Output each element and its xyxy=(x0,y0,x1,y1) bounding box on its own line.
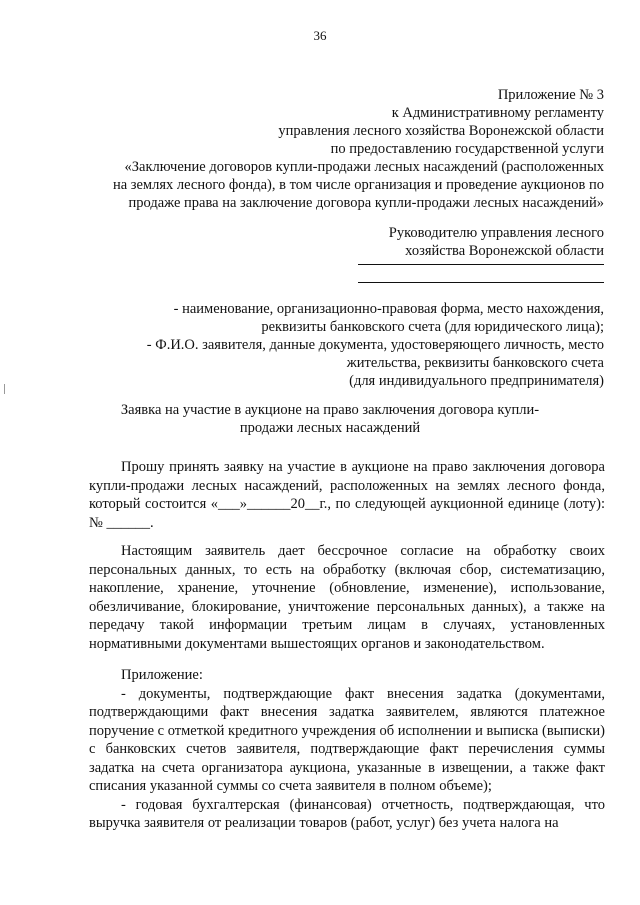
appendix-line: «Заключение договоров купли-продажи лесных насаждений (расположенных xyxy=(124,159,604,175)
margin-mark xyxy=(4,384,5,394)
attachments-section xyxy=(89,666,605,833)
note-line: (для индивидуального предпринимателя) xyxy=(349,373,604,389)
note-line: реквизиты банковского счета (для юридического лица); xyxy=(261,319,604,335)
addressee-block xyxy=(304,224,604,260)
attachment-item: - документы, подтверждающие факт внесения задатка (документами, подтверждающими факт внесения задатка заявителем, являются платежное поручение с отметкой кредитного учреждения об исполнении и выписка (выписки) с банковских счетов заявителя, подтверждающие факт перечисления суммы задатка на счета организатора аукциона, указанные в извещении, а также факт списания указанной суммы со счета заявителя в полном объеме); xyxy=(89,685,605,794)
note-line: жительства, реквизиты банковского счета xyxy=(346,355,604,371)
note-line: - Ф.И.О. заявителя, данные документа, удостоверяющего личность, место xyxy=(146,337,604,353)
document-title xyxy=(90,401,570,437)
appendix-line: к Административному регламенту xyxy=(391,105,604,121)
consent-paragraph-block xyxy=(89,542,605,653)
request-paragraph: Прошу принять заявку на участие в аукционе на право заключения договора купли-продажи лесных насаждений, расположенных на землях лесного фонда, который состоится «___»______20__г., по следующей аукционной единице (лоту): № ______. xyxy=(89,459,605,531)
attachments-heading: Приложение: xyxy=(121,667,203,683)
applicant-note xyxy=(84,300,604,390)
note-line: - наименование, организационно-правовая форма, место нахождения, xyxy=(173,301,604,317)
appendix-header xyxy=(84,86,604,212)
appendix-line: на землях лесного фонда), в том числе организация и проведение аукционов по xyxy=(112,177,604,193)
page-number: 36 xyxy=(313,28,327,43)
appendix-line: Приложение № 3 xyxy=(497,87,604,103)
attachment-item: - годовая бухгалтерская (финансовая) отчетность, подтверждающая, что выручка заявителя от реализации товаров (работ, услуг) без учета налога на xyxy=(89,796,605,831)
title-line: продажи лесных насаждений xyxy=(239,420,421,436)
addressee-line: Руководителю управления лесного xyxy=(388,225,604,241)
applicant-blank-line xyxy=(358,282,604,283)
appendix-line: по предоставлению государственной услуги xyxy=(330,141,604,157)
appendix-line: продаже права на заключение договора купли-продажи лесных насаждений» xyxy=(128,195,604,211)
addressee-line: хозяйства Воронежской области xyxy=(405,243,604,259)
title-line: Заявка на участие в аукционе на право заключения договора купли- xyxy=(120,402,540,418)
consent-paragraph: Настоящим заявитель дает бессрочное согласие на обработку своих персональных данных, то есть на обработку (включая сбор, систематизацию, накопление, хранение, уточнение (обновление, изменение), использование, обезличивание, блокирование, уничтожение персональных данных), а также на передачу такой информации третьим лицам в случаях, установленных нормативными документами вышестоящих органов и законодательством. xyxy=(89,543,605,652)
appendix-line: управления лесного хозяйства Воронежской области xyxy=(278,123,604,139)
request-paragraph-block xyxy=(89,458,605,532)
applicant-blank-line xyxy=(358,264,604,265)
